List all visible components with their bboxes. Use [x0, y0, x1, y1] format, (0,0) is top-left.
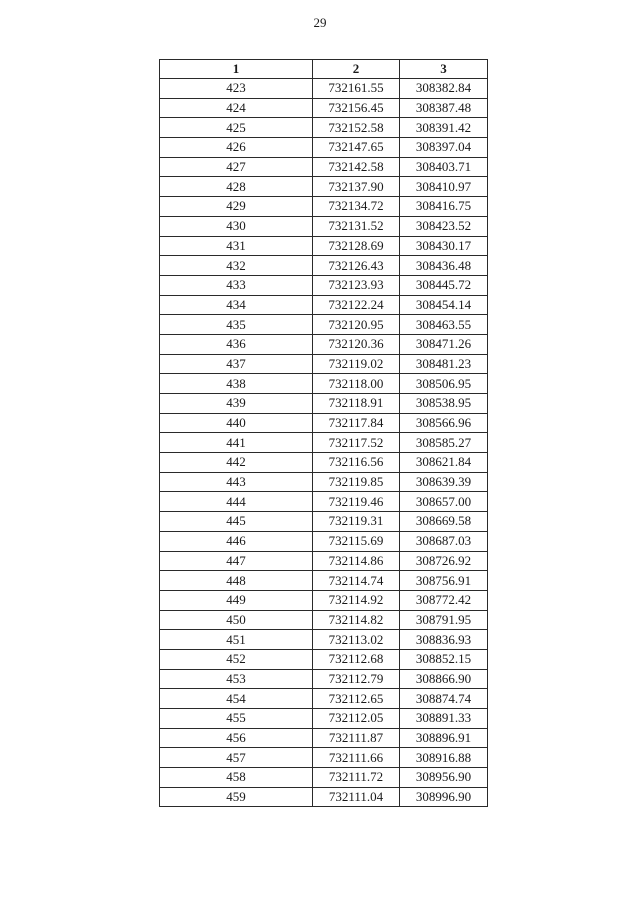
cell-point-number: 432 — [160, 256, 313, 276]
table-row — [160, 138, 488, 158]
cell-y-coordinate: 308621.84 — [400, 453, 488, 473]
cell-y-coordinate: 308463.55 — [400, 315, 488, 335]
cell-x-coordinate: 732147.65 — [313, 138, 400, 158]
cell-y-coordinate: 308874.74 — [400, 689, 488, 709]
cell-x-coordinate: 732119.46 — [313, 492, 400, 512]
cell-x-coordinate: 732111.66 — [313, 748, 400, 768]
cell-y-coordinate: 308891.33 — [400, 709, 488, 729]
column-header-point-number: 1 — [160, 60, 313, 79]
table-row — [160, 472, 488, 492]
cell-x-coordinate: 732111.87 — [313, 728, 400, 748]
cell-y-coordinate: 308391.42 — [400, 118, 488, 138]
cell-x-coordinate: 732152.58 — [313, 118, 400, 138]
table-row — [160, 354, 488, 374]
cell-point-number: 449 — [160, 590, 313, 610]
cell-x-coordinate: 732119.85 — [313, 472, 400, 492]
cell-x-coordinate: 732142.58 — [313, 157, 400, 177]
cell-y-coordinate: 308726.92 — [400, 551, 488, 571]
table-row — [160, 98, 488, 118]
cell-x-coordinate: 732126.43 — [313, 256, 400, 276]
cell-x-coordinate: 732120.95 — [313, 315, 400, 335]
cell-point-number: 453 — [160, 669, 313, 689]
cell-point-number: 446 — [160, 531, 313, 551]
table-row — [160, 728, 488, 748]
cell-y-coordinate: 308481.23 — [400, 354, 488, 374]
cell-y-coordinate: 308639.39 — [400, 472, 488, 492]
cell-point-number: 436 — [160, 334, 313, 354]
cell-y-coordinate: 308852.15 — [400, 649, 488, 669]
cell-y-coordinate: 308423.52 — [400, 216, 488, 236]
table-row — [160, 551, 488, 571]
cell-point-number: 435 — [160, 315, 313, 335]
cell-point-number: 424 — [160, 98, 313, 118]
cell-y-coordinate: 308454.14 — [400, 295, 488, 315]
table-row — [160, 492, 488, 512]
cell-point-number: 444 — [160, 492, 313, 512]
cell-point-number: 434 — [160, 295, 313, 315]
cell-point-number: 425 — [160, 118, 313, 138]
table-row — [160, 748, 488, 768]
cell-x-coordinate: 732123.93 — [313, 275, 400, 295]
cell-y-coordinate: 308756.91 — [400, 571, 488, 591]
cell-point-number: 427 — [160, 157, 313, 177]
cell-x-coordinate: 732112.79 — [313, 669, 400, 689]
cell-y-coordinate: 308896.91 — [400, 728, 488, 748]
cell-y-coordinate: 308436.48 — [400, 256, 488, 276]
table-row — [160, 256, 488, 276]
cell-point-number: 445 — [160, 512, 313, 532]
cell-x-coordinate: 732114.86 — [313, 551, 400, 571]
cell-y-coordinate: 308382.84 — [400, 79, 488, 99]
table-row — [160, 689, 488, 709]
cell-x-coordinate: 732116.56 — [313, 453, 400, 473]
cell-point-number: 459 — [160, 787, 313, 807]
cell-point-number: 450 — [160, 610, 313, 630]
table-row — [160, 394, 488, 414]
cell-point-number: 429 — [160, 197, 313, 217]
table-row — [160, 197, 488, 217]
cell-point-number: 438 — [160, 374, 313, 394]
cell-y-coordinate: 308585.27 — [400, 433, 488, 453]
table-row — [160, 531, 488, 551]
cell-point-number: 442 — [160, 453, 313, 473]
cell-point-number: 456 — [160, 728, 313, 748]
cell-x-coordinate: 732119.02 — [313, 354, 400, 374]
table-header — [160, 60, 488, 79]
cell-point-number: 452 — [160, 649, 313, 669]
cell-x-coordinate: 732114.82 — [313, 610, 400, 630]
cell-point-number: 439 — [160, 394, 313, 414]
table-row — [160, 413, 488, 433]
cell-point-number: 440 — [160, 413, 313, 433]
cell-y-coordinate: 308956.90 — [400, 768, 488, 788]
column-header-y: 3 — [400, 60, 488, 79]
cell-x-coordinate: 732114.74 — [313, 571, 400, 591]
cell-y-coordinate: 308416.75 — [400, 197, 488, 217]
table-row — [160, 610, 488, 630]
cell-x-coordinate: 732117.52 — [313, 433, 400, 453]
cell-point-number: 454 — [160, 689, 313, 709]
cell-point-number: 426 — [160, 138, 313, 158]
cell-point-number: 433 — [160, 275, 313, 295]
cell-y-coordinate: 308538.95 — [400, 394, 488, 414]
table-row — [160, 590, 488, 610]
cell-y-coordinate: 308397.04 — [400, 138, 488, 158]
cell-x-coordinate: 732111.72 — [313, 768, 400, 788]
cell-y-coordinate: 308836.93 — [400, 630, 488, 650]
cell-y-coordinate: 308772.42 — [400, 590, 488, 610]
cell-y-coordinate: 308566.96 — [400, 413, 488, 433]
table-row — [160, 118, 488, 138]
cell-y-coordinate: 308657.00 — [400, 492, 488, 512]
cell-x-coordinate: 732118.91 — [313, 394, 400, 414]
table-row — [160, 374, 488, 394]
cell-y-coordinate: 308430.17 — [400, 236, 488, 256]
cell-point-number: 441 — [160, 433, 313, 453]
table-row — [160, 79, 488, 99]
cell-y-coordinate: 308403.71 — [400, 157, 488, 177]
cell-y-coordinate: 308471.26 — [400, 334, 488, 354]
cell-point-number: 451 — [160, 630, 313, 650]
table-row — [160, 275, 488, 295]
cell-y-coordinate: 308687.03 — [400, 531, 488, 551]
cell-y-coordinate: 308410.97 — [400, 177, 488, 197]
table-row — [160, 157, 488, 177]
cell-y-coordinate: 308916.88 — [400, 748, 488, 768]
column-header-x: 2 — [313, 60, 400, 79]
table-row — [160, 512, 488, 532]
cell-point-number: 443 — [160, 472, 313, 492]
cell-x-coordinate: 732117.84 — [313, 413, 400, 433]
coordinates-table — [159, 59, 488, 807]
table-row — [160, 669, 488, 689]
cell-x-coordinate: 732111.04 — [313, 787, 400, 807]
cell-x-coordinate: 732128.69 — [313, 236, 400, 256]
cell-x-coordinate: 732131.52 — [313, 216, 400, 236]
table-row — [160, 649, 488, 669]
table-body — [160, 79, 488, 807]
cell-y-coordinate: 308866.90 — [400, 669, 488, 689]
cell-point-number: 423 — [160, 79, 313, 99]
cell-x-coordinate: 732134.72 — [313, 197, 400, 217]
cell-x-coordinate: 732122.24 — [313, 295, 400, 315]
cell-y-coordinate: 308387.48 — [400, 98, 488, 118]
table-row — [160, 295, 488, 315]
header-row — [160, 60, 488, 79]
table-row — [160, 453, 488, 473]
table-row — [160, 787, 488, 807]
table-row — [160, 768, 488, 788]
cell-x-coordinate: 732112.05 — [313, 709, 400, 729]
cell-x-coordinate: 732115.69 — [313, 531, 400, 551]
cell-point-number: 431 — [160, 236, 313, 256]
table-row — [160, 236, 488, 256]
cell-x-coordinate: 732113.02 — [313, 630, 400, 650]
cell-y-coordinate: 308996.90 — [400, 787, 488, 807]
cell-y-coordinate: 308445.72 — [400, 275, 488, 295]
cell-x-coordinate: 732114.92 — [313, 590, 400, 610]
table-row — [160, 177, 488, 197]
cell-point-number: 455 — [160, 709, 313, 729]
cell-point-number: 458 — [160, 768, 313, 788]
cell-x-coordinate: 732161.55 — [313, 79, 400, 99]
cell-point-number: 437 — [160, 354, 313, 374]
cell-point-number: 457 — [160, 748, 313, 768]
table-row — [160, 216, 488, 236]
cell-x-coordinate: 732112.68 — [313, 649, 400, 669]
table-row — [160, 334, 488, 354]
cell-point-number: 448 — [160, 571, 313, 591]
table-row — [160, 433, 488, 453]
cell-x-coordinate: 732120.36 — [313, 334, 400, 354]
cell-point-number: 428 — [160, 177, 313, 197]
table-row — [160, 709, 488, 729]
cell-x-coordinate: 732118.00 — [313, 374, 400, 394]
cell-y-coordinate: 308669.58 — [400, 512, 488, 532]
table-row — [160, 571, 488, 591]
cell-point-number: 447 — [160, 551, 313, 571]
cell-y-coordinate: 308791.95 — [400, 610, 488, 630]
cell-x-coordinate: 732112.65 — [313, 689, 400, 709]
table-row — [160, 630, 488, 650]
page-number: 29 — [313, 15, 327, 30]
cell-x-coordinate: 732119.31 — [313, 512, 400, 532]
table-row — [160, 315, 488, 335]
cell-point-number: 430 — [160, 216, 313, 236]
cell-x-coordinate: 732137.90 — [313, 177, 400, 197]
cell-x-coordinate: 732156.45 — [313, 98, 400, 118]
cell-y-coordinate: 308506.95 — [400, 374, 488, 394]
